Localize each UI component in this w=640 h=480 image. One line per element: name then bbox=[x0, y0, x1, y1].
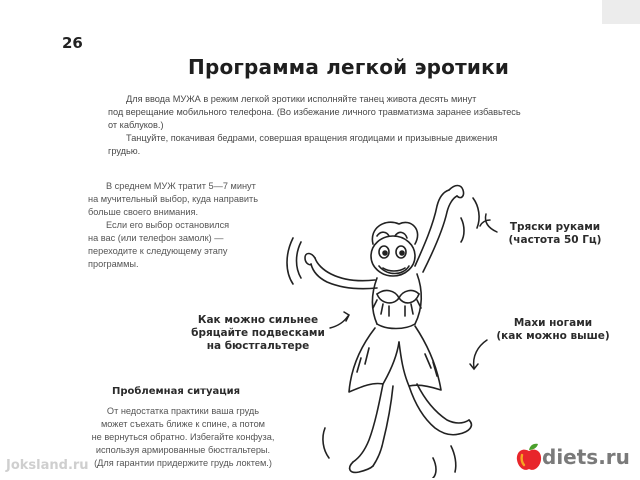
sidebar-line: больше своего внимания. bbox=[88, 207, 198, 217]
watermark-joksland: Joksland.ru bbox=[6, 458, 89, 473]
sidebar-line: программы. bbox=[88, 259, 139, 269]
intro-line: от каблуков.) bbox=[108, 120, 164, 130]
corner-shade bbox=[602, 0, 640, 24]
callout-hand-shakes bbox=[500, 221, 610, 247]
callout-line: Махи ногами bbox=[513, 317, 593, 329]
problem-heading: Проблемная ситуация bbox=[112, 386, 241, 397]
intro-paragraph bbox=[108, 93, 588, 158]
apple-logo-icon bbox=[516, 442, 542, 472]
callout-line: бряцайте подвесками bbox=[191, 327, 325, 339]
sidebar-line: Если его выбор остановился bbox=[106, 220, 230, 230]
callout-line: (как можно выше) bbox=[496, 330, 610, 342]
callout-leg-swings bbox=[488, 317, 618, 343]
sidebar-line: В среднем МУЖ тратит 5—7 минут bbox=[106, 181, 256, 191]
intro-line: под верещание мобильного телефона. (Во избежание личного травматизма заранее избавьтесь bbox=[108, 107, 521, 117]
watermark-diets bbox=[516, 440, 636, 474]
watermark-diets-text: diets.ru bbox=[542, 445, 630, 469]
sidebar-note bbox=[88, 180, 273, 271]
page-number: 26 bbox=[62, 34, 83, 52]
problem-text bbox=[78, 405, 288, 470]
callout-bra-pendants bbox=[188, 314, 328, 353]
intro-line: Танцуйте, покачивая бедрами, совершая вращения ягодицами и призывные движения bbox=[126, 133, 498, 143]
intro-line: Для ввода МУЖА в режим легкой эротики исполняйте танец живота десять минут bbox=[126, 94, 477, 104]
callout-line: на бюстгальтере bbox=[206, 340, 310, 352]
intro-line: грудью. bbox=[108, 146, 141, 156]
callout-line: Тряски руками bbox=[509, 221, 601, 233]
problem-line: не вернуться обратно. Избегайте конфуза, bbox=[91, 432, 275, 442]
problem-line: может съехать ближе к спине, а потом bbox=[100, 419, 265, 429]
problem-line: От недостатка практики ваша грудь bbox=[106, 406, 260, 416]
sidebar-line: на вас (или телефон замолк) — bbox=[88, 233, 224, 243]
problem-line: используя армированные бюстгальтеры. bbox=[95, 445, 271, 455]
sidebar-line: переходите к следующему этапу bbox=[88, 246, 228, 256]
callout-line: (частота 50 Гц) bbox=[508, 234, 602, 246]
problem-line: (Для гарантии придержите грудь локтем.) bbox=[94, 458, 272, 468]
page-title: Программа легкой эротики bbox=[188, 55, 510, 79]
sidebar-line: на мучительный выбор, куда направить bbox=[88, 194, 258, 204]
callout-line: Как можно сильнее bbox=[197, 314, 319, 326]
